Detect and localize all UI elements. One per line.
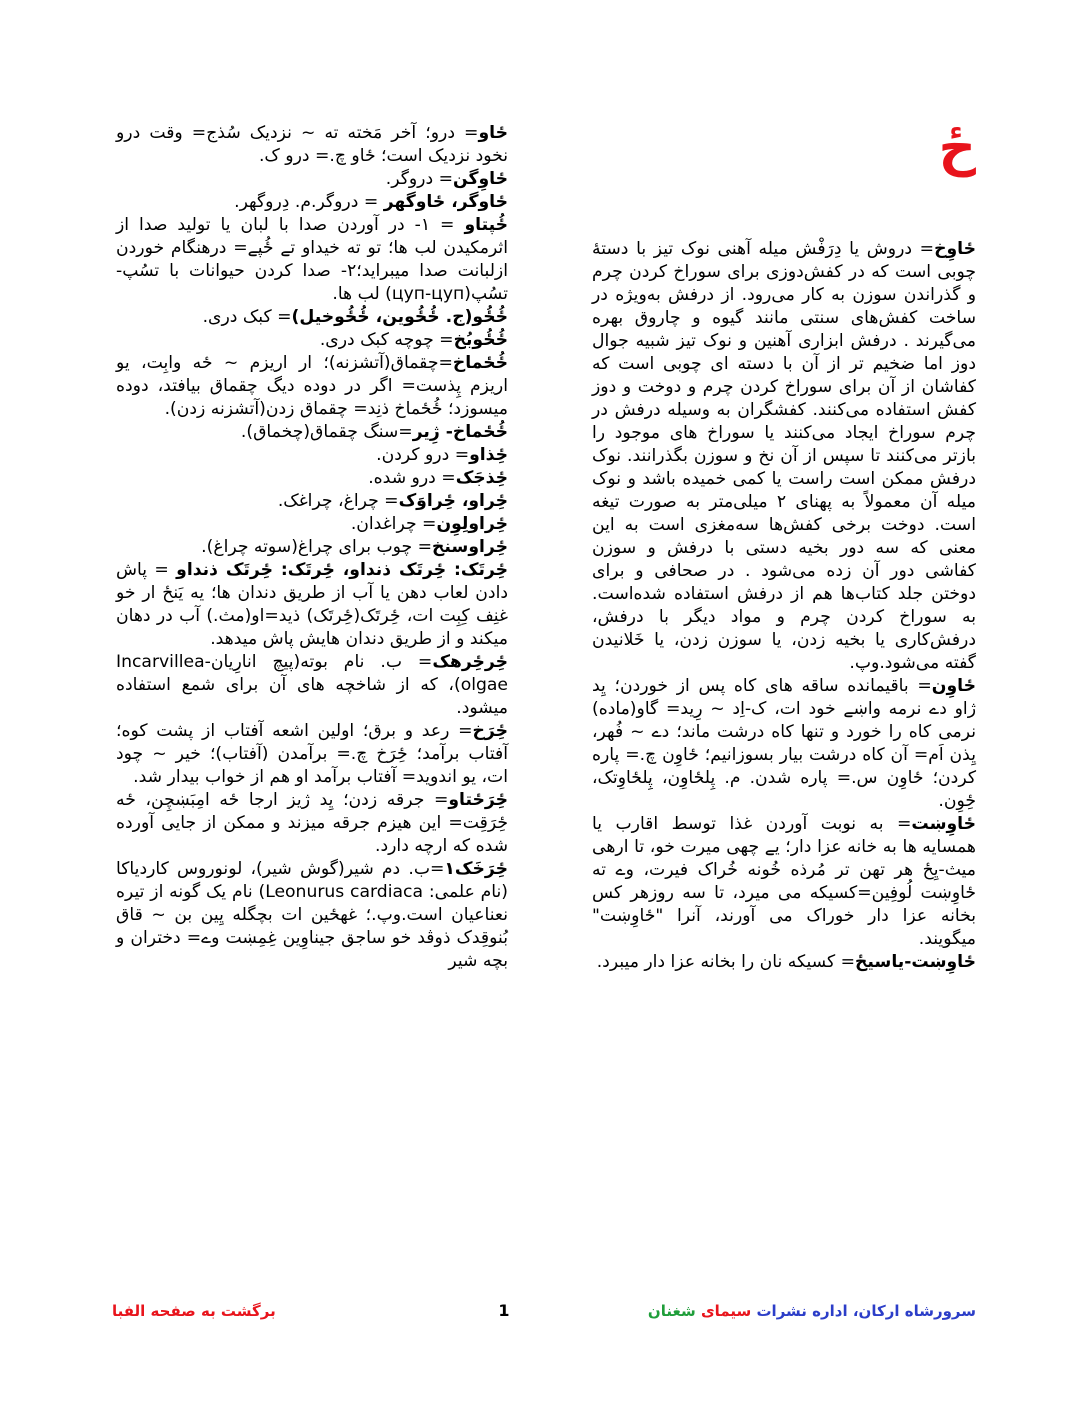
entry-headword: ځاوِخ xyxy=(934,239,976,259)
dictionary-entry xyxy=(116,329,508,352)
entry-headword: ځِرَخَک۱ xyxy=(444,859,508,879)
footer-office: اداره نشرات xyxy=(756,1302,848,1320)
dictionary-entry xyxy=(116,168,508,191)
entry-headword: ځُځماخ xyxy=(452,353,508,373)
entry-headword: ځاوِښت-یاسیځ xyxy=(855,952,976,972)
entry-headword: ځِرَخ xyxy=(472,721,508,741)
entry-definition: = چراغ، چراغک. xyxy=(277,491,399,511)
entry-definition: = دروگر. xyxy=(385,169,453,189)
dictionary-entry xyxy=(116,214,508,306)
section-letter: ځ xyxy=(938,118,976,178)
footer-org-part1: سیمای xyxy=(700,1302,752,1320)
entry-headword: ځاوِگن xyxy=(453,169,508,189)
entry-definition: = ب. نام بوته(پیچ انارِیان-Incarvillea olgae)، که از شاخچه های آن برای شمع استفاده میشود. xyxy=(116,652,508,718)
dictionary-entry xyxy=(116,421,508,444)
entry-definition: = باقیمانده ساقه های کاه پس از خوردن؛ یِد ژاو دے نرمه واښے خود ات، ک-اِد ~ رِید= گاو(ماده) نرمی کاه را خورد و تنها کاه درشت ماند؛ دے ~ فُهر، یِذن اَم= آن کاه درشت بیار بسوزانیم؛ ځاوِن چ.= پاره کردن؛ ځاوِن س.= پاره شدن. م. پِلځاوِن، پِلځاوِتک، ځِوِن. xyxy=(592,676,976,811)
dictionary-entry xyxy=(116,444,508,467)
entry-definition: = جرقه زدن؛ یِد ژیز ارجا ځه امِبَښچِن، ځه ځِرَقِت= این هیزم جرقه میزند و ممکن از جایی آورده شده که ارچه دارد. xyxy=(116,790,508,856)
dictionary-entry xyxy=(116,720,508,789)
entry-headword: ځِذجَک xyxy=(455,468,508,488)
entry-headword: ځِرَځتاو xyxy=(448,790,508,810)
entry-headword: ځُځُو(ج. ځُځُوین، ځُځُوخیل) xyxy=(291,307,508,327)
dictionary-entry xyxy=(116,122,508,168)
dictionary-entry xyxy=(116,513,508,536)
footer-org-part2: شغنان xyxy=(647,1302,696,1320)
dictionary-entry xyxy=(116,858,508,973)
entry-definition: = چوچه کبک دری. xyxy=(319,330,454,350)
dictionary-entry xyxy=(592,238,976,675)
entry-headword: ځاوگر، ځاوگهر xyxy=(383,192,508,212)
dictionary-entry xyxy=(592,675,976,813)
entry-headword: ځاوِښت xyxy=(911,814,976,834)
entry-definition: = چراغدان. xyxy=(350,514,437,534)
entry-definition: = چوب برای چراغ(سوته چراغ). xyxy=(201,537,433,557)
dictionary-entry xyxy=(116,306,508,329)
dictionary-entry xyxy=(116,191,508,214)
entry-definition: = دروگر.م. دِروگهر. xyxy=(234,192,384,212)
entry-definition: = به نوبت آوردن غذا توسط اقارب یا همسایه ها به خانه عزا دار؛ یے چھی میرت خو، تا ارهی میث-یِځ هر تهن تر مُرذه خُونه خُراک فیرت، وے ته ځاوِښت لُوفِین=کسیکه می میرد، تا سه روزهر کس بخانه عزا دار خوراک می آورند، آنرا "ځاوِښت" میگویند. xyxy=(592,814,976,949)
left-column xyxy=(116,122,508,973)
entry-headword: ځُځماخ- ژِیر xyxy=(412,422,508,442)
entry-definition: = درو؛ آخر مَخته ته ~ نزدیک سُذج= وقت درو نخود نزدیک است؛ ځاو چ.= درو ک. xyxy=(116,123,508,166)
dictionary-entry xyxy=(116,536,508,559)
entry-headword: ځِرتَک: ځِرتَک ذنداو، ځِرتَک: ځِرتَک ذنداو xyxy=(176,560,508,580)
entry-definition: =سنگ چقماق(چخماق). xyxy=(240,422,413,442)
dictionary-entry xyxy=(116,789,508,858)
entry-definition: = دروش یا دِرَفْش میله آهنی نوک تیز با دستهٔ چوبی است که در کفش‌دوزی برای سوراخ کردن چرم و گذراندن سوزن به کار می‌رود. از درفش به‌ویژه در ساخت کفش‌های سنتی مانند گیوه و چاروق بهره می‌گیرند . درفش ابزاری آهنین و نوک تیز شبیه جوال دوز اما ضخیم تر از آن با دسته ای چوبی است که کفاشان از آن برای سوراخ کردن چرم و دوخت و دوز کفش استفاده می‌کنند. کفشگران به وسیله درفش در چرم سوراخ ایجاد می‌کنند یا سوراخ های موجود را بازتر می‌کنند تا سپس از آن نخ و سوزن بگذرانند. نوک درفش ممکن است راست یا کمی خمیده باشد و نوک میله آن معمولاً به پهنای ۲ میلی‌متر به صورت تیغه است. دوخت برخی کفش‌ها سه‌مغزی است به این معنی که سه دور بخیه دستی با درفش و سوزن کفاشی دور آن زده می‌شود . در صحافی و برای دوختن جلد کتاب‌ها هم از درفش استفاده شده‌است. به سوراخ کردن چرم و مواد دیگر با درفش، درفش‌کاری یا بخیه زدن، یا سوزن زدن، یا خَلانیدن گفته می‌شود.وپ. xyxy=(592,239,976,673)
entry-headword: ځُځُوبُخ xyxy=(453,330,508,350)
entry-headword: ځُپتاو xyxy=(464,215,508,235)
entry-definition: = درو شده. xyxy=(368,468,456,488)
entry-headword: ځاوِن xyxy=(931,676,976,696)
entry-headword: ځِرځِرهک xyxy=(432,652,508,672)
footer-author: سرورشاه ارکان، xyxy=(852,1302,976,1320)
entry-headword: ځِراولِوِن xyxy=(436,514,508,534)
dictionary-entry xyxy=(116,651,508,720)
dictionary-entry xyxy=(116,559,508,651)
entry-definition: = کسیکه نان را بخانه عزا دار میبرد. xyxy=(596,952,856,972)
entry-definition: =چقماق(آتشزنه)؛ ار اریزم ~ ځه وابِت، یو اریزم پِذست= اگر در دوده دیگ چقماق بیافتد، دوده میسوزد؛ ځُځماخ ذنِد= چقماق زدن(آتشزنه زدن). xyxy=(116,353,508,419)
entry-headword: ځِذاو xyxy=(469,445,508,465)
entry-headword: ځِراو، ځِراوَک xyxy=(398,491,508,511)
entry-definition: = پاش دادن لعاب دهن یا آب از طریق دندان ها؛ یه یَنځ ار خو غنِف کِبِت ات، ځِرتَک(ځِرتَک) ذید=او(مث.) آب در دهان میکند و از طریق دندان هایش پاش میدهد. xyxy=(116,560,508,649)
dictionary-entry xyxy=(116,467,508,490)
dictionary-entry xyxy=(116,352,508,421)
back-to-alphabet-link[interactable]: برگشت به صفحه الفبا xyxy=(112,1302,276,1320)
entry-headword: ځاو xyxy=(478,123,508,143)
dictionary-entry xyxy=(116,490,508,513)
entry-definition: = رعد و برق؛ اولین اشعه آفتاب از پشت کوه؛ آفتاب برآمد؛ ځِرَخ چ.= برآمدن (آفتاب)؛ خیر ~ چود ات، یو اندوید= آفتاب برآمد او هم از خواب بیدار شد. xyxy=(116,721,508,787)
entry-definition: = درو کردن. xyxy=(376,445,470,465)
dictionary-entry xyxy=(592,951,976,974)
entry-definition: = کبک دری. xyxy=(202,307,292,327)
dictionary-entry xyxy=(592,813,976,951)
entry-definition: =ب. دم شیر(گوش شیر)، لونوروس کاردیاکا (نام علمی: Leonurus cardiaca) نام یک گونه از تیره نعناعیان است.وپ.؛ غهځین ات بچگله یِین بن ~ قاق بُنوقِدک ذوڤد خو ساجق جیناوِین غِمِښت وے= دختران و بچه شیر xyxy=(116,859,508,971)
page-number: 1 xyxy=(498,1301,510,1320)
right-column xyxy=(592,238,976,974)
entry-headword: ځِراوسنخ xyxy=(432,537,508,557)
entry-definition: = ۱- در آوردن صدا با لبان یا تولید صدا از اثرمکیدن لب ها؛ تو ته خیداو تے ځُپے= درهنگام خوردن ازلبانت صدا میبراید؛۲- صدا کردن حیوانات با تسُپ-تسُپ(цуп-цуп) لب ها. xyxy=(116,215,509,304)
footer-credits xyxy=(648,1298,976,1324)
